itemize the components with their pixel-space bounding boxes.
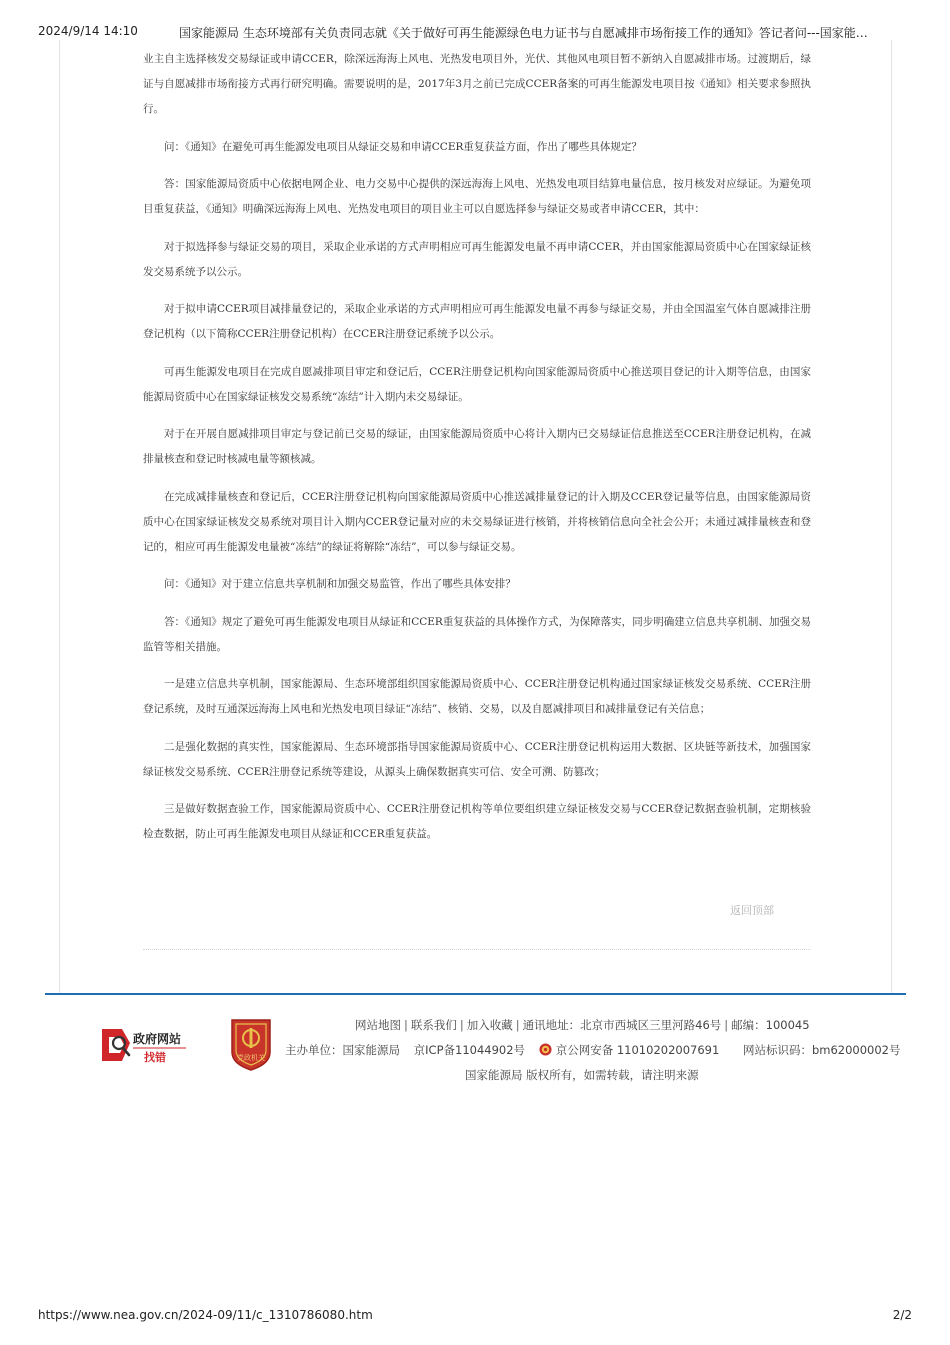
- article-body: [143, 47, 811, 860]
- gov-logo-line2: 找错: [144, 1051, 166, 1064]
- article-paragraph: 可再生能源发电项目在完成自愿减排项目审定和登记后，CCER注册登记机构向国家能源局资质中心推送项目登记的计入期等信息，由国家能源局资质中心在国家绿证核发交易系统“冻结”计入期内未交易绿证。: [143, 365, 811, 403]
- link-separator: |: [459, 1018, 464, 1032]
- copyright-text: 国家能源局 版权所有，如需转载，请注明来源: [465, 1068, 699, 1082]
- link-separator: |: [515, 1018, 520, 1032]
- article-paragraph: 答：国家能源局资质中心依据电网企业、电力交易中心提供的深远海海上风电、光热发电项目结算电量信息，按月核发对应绿证。为避免项目重复获益，《通知》明确深远海海上风电、光热发电项目的项目业主可以自愿选择参与绿证交易或者申请CCER，其中：: [143, 178, 811, 215]
- icp-link[interactable]: 京ICP备11044902号: [413, 1043, 526, 1057]
- article-paragraph: 问：《通知》对于建立信息共享机制和加强交易监管，作出了哪些具体安排？: [164, 578, 516, 590]
- article-paragraph: 一是建立信息共享机制，国家能源局、生态环境部组织国家能源局资质中心、CCER注册登记机构通过国家绿证核发交易系统、CCER注册登记系统，及时互通深远海海上风电和光热发电项目绿证“冻结”、核销、交易，以及自愿减排项目和减排量登记有关信息；: [143, 678, 811, 715]
- link-separator: |: [724, 1018, 729, 1032]
- gov-website-error-report-logo[interactable]: [100, 1023, 190, 1067]
- police-badge-icon: [539, 1043, 552, 1056]
- footer-link[interactable]: 网站地图: [355, 1018, 401, 1032]
- print-url: https://www.nea.gov.cn/2024-09/11/c_1310786080.htm: [38, 1308, 373, 1322]
- police-record[interactable]: [539, 1043, 730, 1057]
- back-to-top-link[interactable]: 返回顶部: [730, 904, 774, 917]
- footer-divider: [45, 993, 906, 995]
- footer-link[interactable]: 加入收藏: [466, 1018, 513, 1032]
- party-government-emblem[interactable]: [228, 1016, 274, 1072]
- print-datetime: 2024/9/14 14:10: [38, 24, 138, 38]
- print-footer: [38, 1308, 912, 1324]
- article-paragraph: 业主自主选择核发交易绿证或申请CCER，除深远海海上风电、光热发电项目外，光伏、其他风电项目暂不新纳入自愿减排市场。过渡期后，绿证与自愿减排市场衔接方式再行研究明确。需要说明的是，2017年3月之前已完成CCER备案的可再生能源发电项目按《通知》相关要求参照执行。: [143, 53, 811, 115]
- article-paragraph: 三是做好数据查验工作，国家能源局资质中心、CCER注册登记机构等单位要组织建立绿证核发交易与CCER登记数据查验机制，定期核验检查数据，防止可再生能源发电项目从绿证和CCER重复获益。: [143, 803, 811, 840]
- footer-link: 通讯地址：北京市西城区三里河路46号: [522, 1018, 722, 1032]
- article-paragraph: 二是强化数据的真实性，国家能源局、生态环境部指导国家能源局资质中心、CCER注册登记机构运用大数据、区块链等新技术，加强国家绿证核发交易系统、CCER注册登记系统等建设，从源头上确保数据真实可信、安全可溯、防篡改；: [143, 740, 811, 778]
- article-separator: [143, 949, 811, 950]
- article-paragraph: 答：《通知》规定了避免可再生能源发电项目从绿证和CCER重复获益的具体操作方式，为保障落实，同步明确建立信息共享机制、加强交易监管等相关措施。: [143, 615, 811, 653]
- print-header: [38, 24, 912, 40]
- gov-logo-line1: 政府网站: [133, 1032, 182, 1046]
- party-logo-text: 党政机关: [237, 1054, 265, 1062]
- footer-links: [355, 1017, 835, 1033]
- print-page-number: 2/2: [892, 1308, 912, 1322]
- article-paragraph: 对于拟选择参与绿证交易的项目，采取企业承诺的方式声明相应可再生能源发电量不再申请CCER，并由国家能源局资质中心在国家绿证核发交易系统予以公示。: [143, 240, 811, 278]
- article-paragraph: 问：《通知》在避免可再生能源发电项目从绿证交易和申请CCER重复获益方面，作出了哪些具体规定？: [164, 140, 642, 153]
- footer-info: [285, 1042, 905, 1058]
- sponsor-text: 主办单位：国家能源局: [285, 1043, 400, 1057]
- article-paragraph: 在完成减排量核查和登记后，CCER注册登记机构向国家能源局资质中心推送减排量登记的计入期及CCER登记量等信息，由国家能源局资质中心在国家绿证核发交易系统对项目计入期内CCER登记量对应的未交易绿证进行核销，并将核销信息向全社会公开；未通过减排量核查和登记的，相应可再生能源发电量被“冻结”的绿证将解除“冻结”，可以参与绿证交易。: [143, 490, 811, 553]
- article-container: [59, 40, 892, 994]
- footer-link[interactable]: 联系我们: [410, 1018, 457, 1032]
- site-id-text: 网站标识码：bm62000002号: [742, 1043, 901, 1057]
- footer-link: 邮编：100045: [731, 1018, 810, 1032]
- link-separator: |: [404, 1018, 408, 1032]
- police-record-text: 京公网安备 11010202007691: [555, 1043, 720, 1057]
- article-paragraph: 对于拟申请CCER项目减排量登记的，采取企业承诺的方式声明相应可再生能源发电量不再参与绿证交易，并由全国温室气体自愿减排注册登记机构（以下简称CCER注册登记机构）在CCER注册登记系统予以公示。: [143, 303, 811, 340]
- print-page-title: 国家能源局 生态环境部有关负责同志就《关于做好可再生能源绿色电力证书与自愿减排市场衔接工作的通知》答记者问---国家能…: [179, 26, 868, 40]
- article-paragraph: 对于在开展自愿减排项目审定与登记前已交易的绿证，由国家能源局资质中心将计入期内已交易绿证信息推送至CCER注册登记机构，在减排量核查和登记时核减电量等额核减。: [143, 428, 811, 465]
